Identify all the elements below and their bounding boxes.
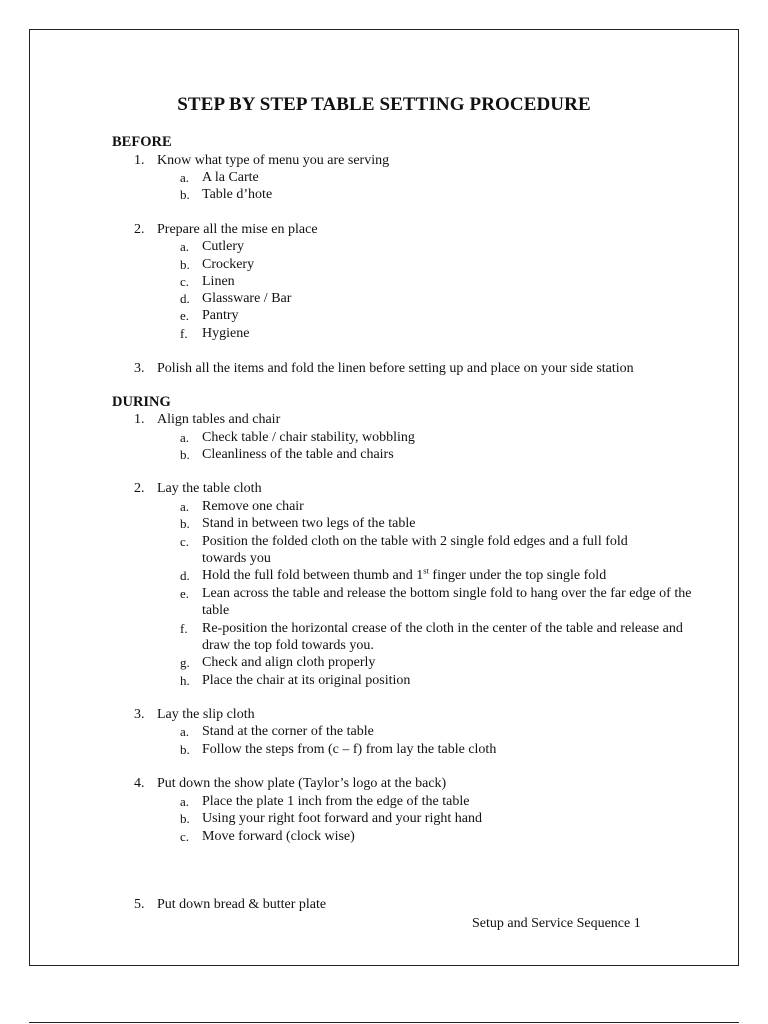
substep-letter: b.	[180, 447, 190, 462]
substep-text: Follow the steps from (c – f) from lay the table cloth	[202, 742, 497, 757]
step-number: 3.	[134, 707, 145, 722]
substep-text: Lean across the table and release the bottom single fold to hang over the far edge of the table	[202, 586, 692, 619]
substep-letter: a.	[180, 794, 190, 809]
page-bottom-rule	[29, 1022, 739, 1023]
step-number: 1.	[134, 412, 145, 427]
substep-text: Place the chair at its original position	[202, 673, 411, 688]
substep-text: Check and align cloth properly	[202, 655, 376, 670]
step-number: 4.	[134, 776, 145, 791]
step-number: 5.	[134, 897, 145, 912]
substep-letter: b.	[180, 516, 190, 531]
substep-letter: c.	[180, 534, 190, 549]
step-number: 2.	[134, 222, 145, 237]
substep-text: Pantry	[202, 308, 239, 323]
substep-text: Cutlery	[202, 239, 244, 254]
substep-letter: d.	[180, 568, 190, 583]
section-heading-during: DURING	[112, 394, 171, 410]
substep-letter: c.	[180, 829, 190, 844]
substep-letter: g.	[180, 655, 190, 670]
substep-text-part: Hold the full fold between thumb and 1	[202, 568, 424, 583]
substep-text: Table d’hote	[202, 187, 273, 202]
substep-letter: a.	[180, 170, 190, 185]
step-text: Polish all the items and fold the linen before setting up and place on your side station	[157, 361, 634, 376]
step-number: 3.	[134, 361, 145, 376]
substep-text: Position the folded cloth on the table with 2 single fold edges and a full fold towards you	[202, 534, 628, 567]
substep-letter: b.	[180, 257, 190, 272]
substep-text: Using your right foot forward and your right hand	[202, 811, 482, 826]
page-footer: Setup and Service Sequence 1	[472, 916, 641, 931]
substep-text: Linen	[202, 274, 235, 289]
substep-letter: f.	[180, 621, 188, 636]
substep-letter: e.	[180, 308, 190, 323]
substep-letter: b.	[180, 742, 190, 757]
substep-text: Hygiene	[202, 326, 250, 341]
step-text: Put down the show plate (Taylor’s logo at the back)	[157, 776, 447, 791]
substep-letter: a.	[180, 499, 190, 514]
step-text: Know what type of menu you are serving	[157, 153, 390, 168]
substep-text: Place the plate 1 inch from the edge of the table	[202, 794, 470, 809]
substep-letter: a.	[180, 239, 190, 254]
substep-letter: d.	[180, 291, 190, 306]
substep-letter: c.	[180, 274, 190, 289]
ordinal-suffix: st	[423, 565, 429, 576]
step-text: Align tables and chair	[157, 412, 281, 427]
substep-text: Crockery	[202, 257, 255, 272]
substep-text: Stand in between two legs of the table	[202, 516, 416, 531]
substep-text: Re-position the horizontal crease of the cloth in the center of the table and release and draw the top fold towards you.	[202, 621, 683, 654]
substep-text-ordinal	[202, 567, 606, 584]
step-text: Prepare all the mise en place	[157, 222, 318, 237]
substep-text: Cleanliness of the table and chairs	[202, 447, 394, 462]
substep-letter: b.	[180, 811, 190, 826]
substep-text: Glassware / Bar	[202, 291, 292, 306]
substep-text: Remove one chair	[202, 499, 304, 514]
substep-text: Stand at the corner of the table	[202, 724, 374, 739]
substep-letter: h.	[180, 673, 190, 688]
substep-letter: a.	[180, 724, 190, 739]
step-text: Put down bread & butter plate	[157, 897, 327, 912]
substep-text: A la Carte	[202, 170, 259, 185]
substep-text: Check table / chair stability, wobbling	[202, 430, 415, 445]
substep-letter: f.	[180, 326, 188, 341]
step-number: 2.	[134, 481, 145, 496]
substep-letter: a.	[180, 430, 190, 445]
substep-text-part: finger under the top single fold	[428, 568, 607, 583]
step-number: 1.	[134, 153, 145, 168]
section-heading-before: BEFORE	[112, 134, 172, 150]
step-text: Lay the slip cloth	[157, 707, 255, 722]
substep-letter: e.	[180, 586, 190, 601]
substep-letter: b.	[180, 187, 190, 202]
step-text: Lay the table cloth	[157, 481, 262, 496]
substep-text: Move forward (clock wise)	[202, 829, 355, 844]
document-title: STEP BY STEP TABLE SETTING PROCEDURE	[177, 94, 591, 115]
